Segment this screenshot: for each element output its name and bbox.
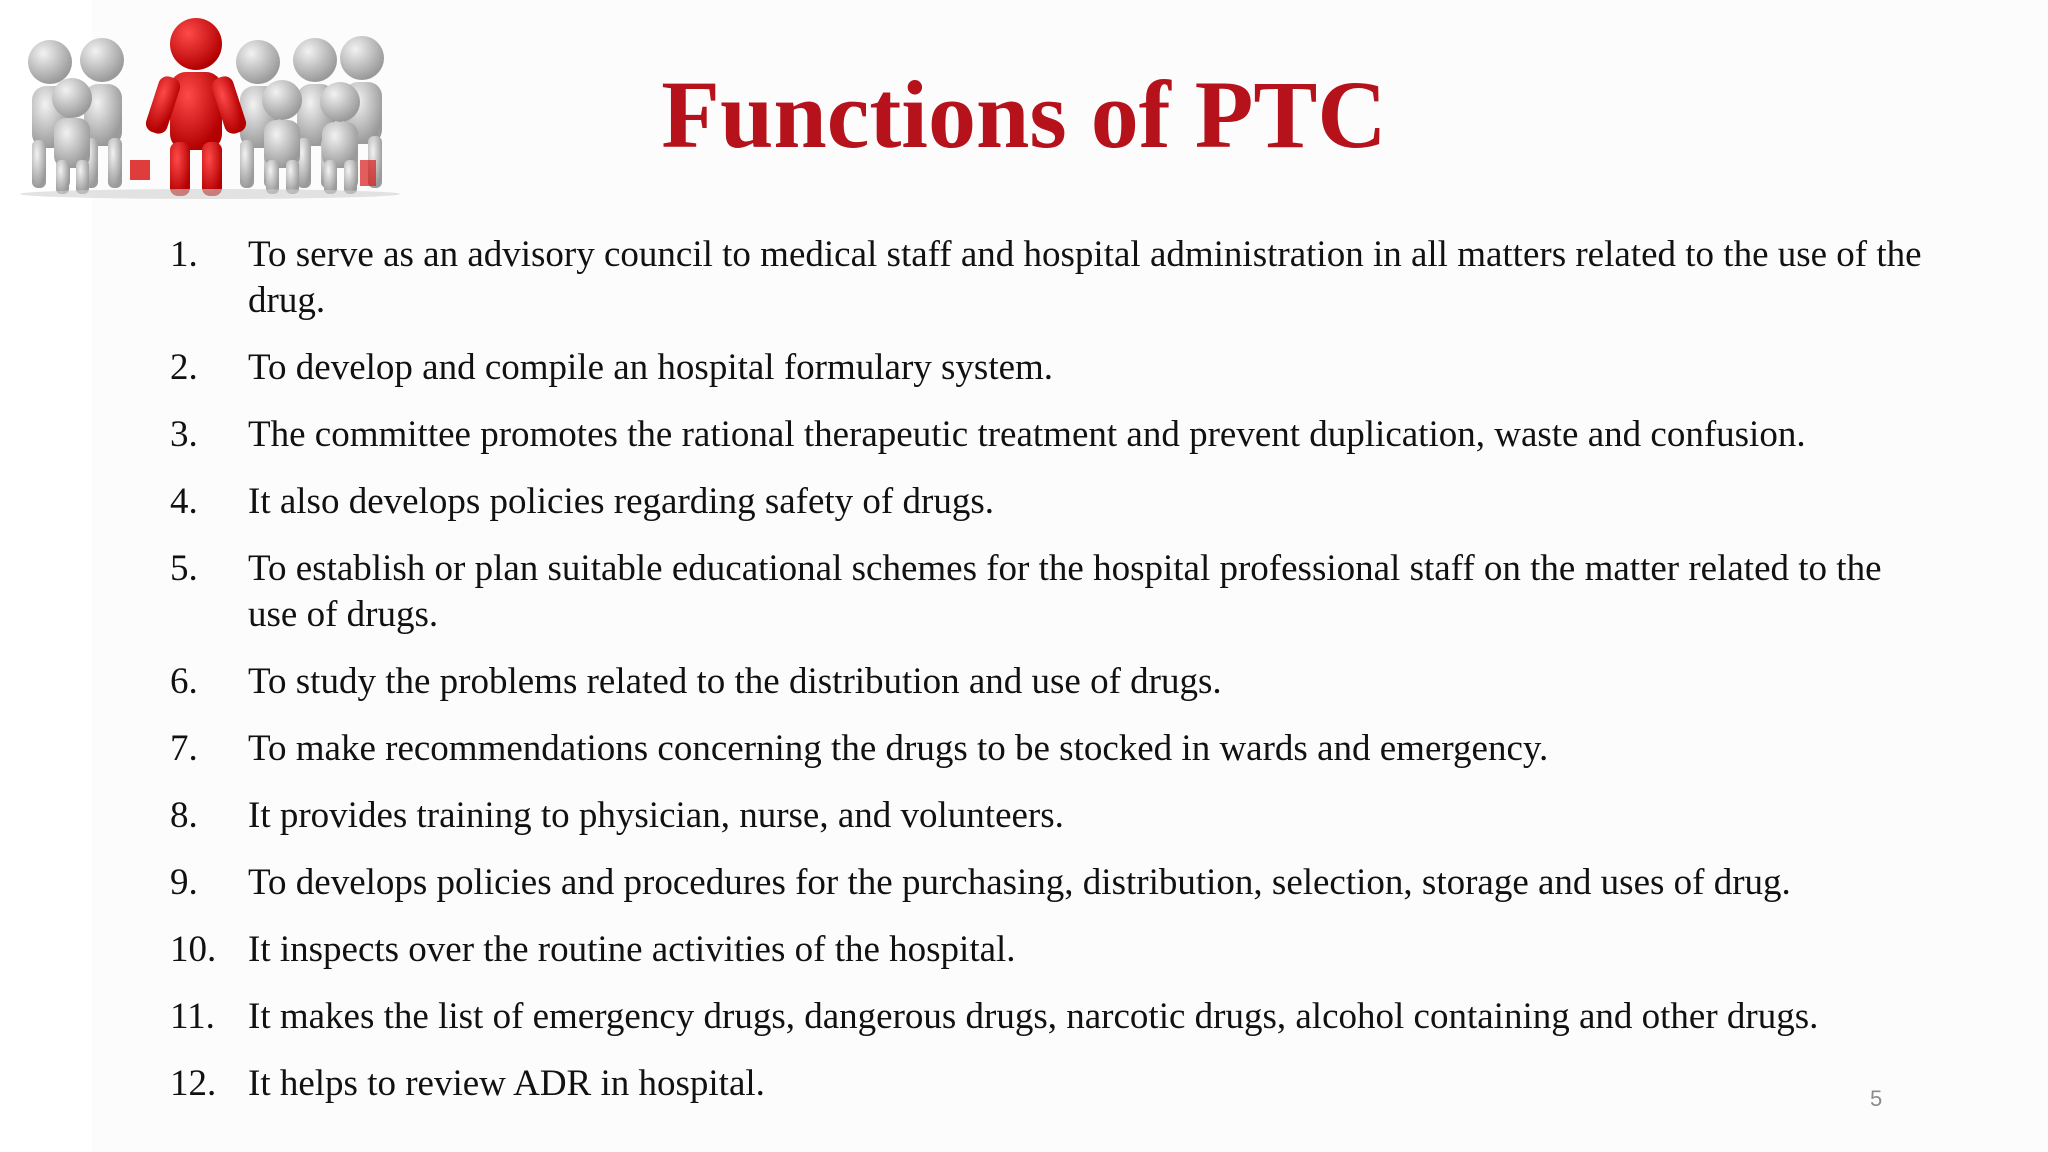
page-number: 5	[1870, 1086, 1883, 1111]
functions-list	[170, 232, 1940, 1128]
list-item-text: To make recommendations concerning the drugs to be stocked in wards and emergency.	[248, 728, 1549, 769]
list-item	[170, 345, 1940, 391]
list-item-number: 3.	[170, 414, 198, 455]
list-item	[170, 793, 1940, 839]
list-item-text: It also develops policies regarding safety of drugs.	[248, 481, 994, 522]
list-item-text: It makes the list of emergency drugs, dangerous drugs, narcotic drugs, alcohol containing and other drugs.	[248, 996, 1819, 1037]
list-item	[170, 479, 1940, 525]
list-item-number: 4.	[170, 481, 198, 522]
list-item-number: 7.	[170, 728, 198, 769]
list-item	[170, 994, 1940, 1040]
list-item	[170, 927, 1940, 973]
list-item-number: 12.	[170, 1063, 217, 1104]
list-item-text: It helps to review ADR in hospital.	[248, 1063, 765, 1104]
list-item-number: 11.	[170, 996, 215, 1037]
list-item	[170, 1061, 1940, 1107]
list-item-text: It provides training to physician, nurse, and volunteers.	[248, 795, 1064, 836]
list-item	[170, 412, 1940, 458]
list-item-text: To serve as an advisory council to medical staff and hospital administration in all matters related to the use of the drug.	[248, 234, 1922, 321]
list-item-text: To develops policies and procedures for the purchasing, distribution, selection, storage and uses of drug.	[248, 862, 1791, 903]
list-item-text: The committee promotes the rational therapeutic treatment and prevent duplication, waste and confusion.	[248, 414, 1806, 455]
list-item-text: To study the problems related to the distribution and use of drugs.	[248, 661, 1222, 702]
slide-title	[0, 60, 2048, 170]
list-item	[170, 546, 1940, 638]
list-item-text: It inspects over the routine activities of the hospital.	[248, 929, 1016, 970]
list-item-number: 6.	[170, 661, 198, 702]
list-item-number: 8.	[170, 795, 198, 836]
list-item-number: 2.	[170, 347, 198, 388]
list-item-number: 5.	[170, 548, 198, 589]
list-item	[170, 232, 1940, 324]
slide-title-text: Functions of PTC	[661, 61, 1387, 168]
list-item	[170, 659, 1940, 705]
list-item-number: 9.	[170, 862, 198, 903]
list-item-number: 10.	[170, 929, 217, 970]
list-item-text: To develop and compile an hospital formulary system.	[248, 347, 1054, 388]
list-item	[170, 860, 1940, 906]
list-item-text: To establish or plan suitable educational schemes for the hospital professional staff on the matter related to the use of drugs.	[248, 548, 1882, 635]
list-item-number: 1.	[170, 234, 198, 275]
list-item	[170, 726, 1940, 772]
